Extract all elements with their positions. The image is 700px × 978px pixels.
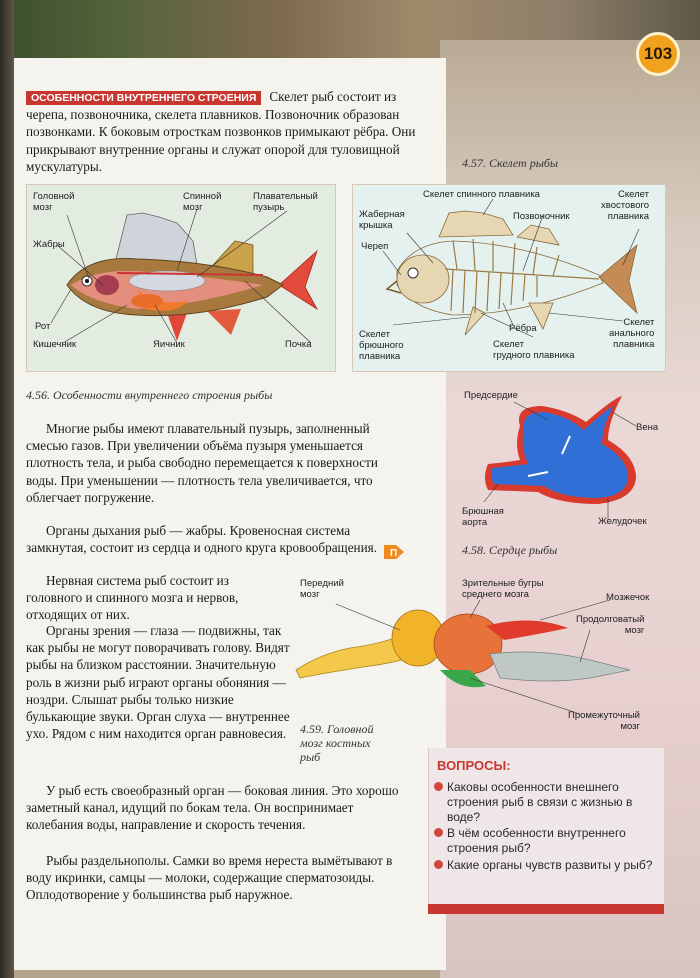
figure-fish-heart	[458, 386, 668, 536]
bullet-icon	[434, 782, 443, 791]
caption-fig-4-59: 4.59. Головной мозг костных рыб	[300, 722, 374, 764]
figure-fish-anatomy	[26, 184, 336, 372]
intro-text: Скелет рыб состоит из черепа, позвоночника, скелета плавников. Позвоночник образован позвонками. К боковым отросткам позвонков примыкают рёбра. Они прикрывают внутренние органы и служат опорой для туловищной мускулатуры.	[26, 89, 416, 175]
paragraph-sense-organs: Органы зрения — глаза — подвижны, так как рыбы не могут поворачивать голову. Видят рыбы на близком расстоянии. Значительную роль в жизни рыб играют органы обоняния — ноздри. Слышат рыбы только низкие булькающие звуки. Орган слуха — внутреннее ухо. Рядом с ним находится орган равновесия.	[26, 623, 290, 742]
page-number: 103	[636, 32, 680, 76]
paragraph-lateral-line: У рыб есть своеобразный орган — боковая линия. Это хорошо заметный канал, идущий по бокам тела. Он воспринимает колебания воды, направление и скорость течения.	[26, 783, 399, 833]
questions-bottom-bar	[428, 904, 664, 914]
label-anal-fin-skeleton: Скелет анального плавника	[609, 317, 655, 350]
label-dorsal-fin-skeleton: Скелет спинного плавника	[423, 189, 540, 200]
label-atrium: Предсердие	[464, 390, 518, 401]
questions-box	[428, 748, 664, 914]
label-skull: Череп	[361, 241, 389, 252]
label-diencephalon: Промежуточный мозг	[568, 710, 640, 732]
label-caudal-fin-skeleton: Скелет хвостового плавника	[601, 189, 650, 222]
caption-fig-4-56: 4.56. Особенности внутреннего строения рыбы	[26, 388, 273, 402]
question-item: Каковы особенности внешнего строения рыб в связи с жизнью в воде?	[447, 780, 659, 825]
label-mouth: Рот	[35, 321, 51, 332]
bullet-icon	[434, 828, 443, 837]
label-ventral-fin-skeleton: Скелет брюшного плавника	[359, 329, 404, 362]
label-gills: Жабры	[33, 239, 65, 250]
label-optic-lobes: Зрительные бугры среднего мозга	[462, 578, 544, 600]
label-forebrain: Передний мозг	[300, 578, 344, 600]
questions-title: ВОПРОСЫ:	[437, 758, 511, 773]
label-medulla: Продолговатый мозг	[576, 614, 645, 636]
question-item: Какие органы чувств развиты у рыб?	[447, 858, 659, 873]
section-heading: ОСОБЕННОСТИ ВНУТРЕННЕГО СТРОЕНИЯ	[26, 91, 261, 105]
paragraph-respiration: Органы дыхания рыб — жабры. Кровеносная система замкнутая, состоит из сердца и одного круга кровообращения.	[26, 523, 378, 556]
book-spine	[0, 0, 14, 978]
paragraph-nervous-system: Нервная система рыб состоит из головного и спинного мозга и нервов, отходящих от них.	[26, 573, 239, 623]
caption-fig-4-58: 4.58. Сердце рыбы	[462, 543, 558, 557]
question-item: В чём особенности внутреннего строения рыб?	[447, 826, 659, 856]
label-ventral-aorta: Брюшная аорта	[462, 506, 504, 528]
bullet-icon	[434, 860, 443, 869]
label-brain: Головной мозг	[33, 191, 75, 213]
figure-fish-brain	[290, 574, 670, 734]
label-ribs: Рёбра	[509, 323, 537, 334]
arrow-reference-icon	[382, 541, 406, 563]
paragraph-swim-bladder: Многие рыбы имеют плавательный пузырь, заполненный смесью газов. При увеличении объёма пузыря уменьшается плотность тела, и рыба свободно перемещается к поверхности воды. При уменьшении — плотность тела увеличивается, что облегчает погружение.	[26, 421, 378, 505]
caption-fig-4-57: 4.57. Скелет рыбы	[462, 156, 558, 170]
label-ventricle: Желудочек	[598, 516, 647, 527]
paragraph-reproduction: Рыбы раздельнополы. Самки во время нереста вымётывают в воду икринки, самцы — молоки, содержащие сперматозоиды. Оплодотворение у большинства рыб наружное.	[26, 853, 393, 903]
label-spinal-cord: Спинной мозг	[183, 191, 222, 213]
figure-fish-skeleton	[352, 184, 666, 372]
label-spine: Позвоночник	[513, 211, 570, 222]
label-swim-bladder: Плавательный пузырь	[253, 191, 318, 213]
label-intestine: Кишечник	[33, 339, 77, 350]
label-kidney: Почка	[285, 339, 312, 350]
label-cerebellum: Мозжечок	[606, 592, 650, 603]
label-vein: Вена	[636, 422, 659, 433]
label-operculum: Жаберная крышка	[359, 209, 405, 231]
svg-text:П: П	[390, 548, 398, 559]
label-pectoral-fin-skeleton: Скелет грудного плавника	[493, 339, 575, 361]
label-ovary: Яичник	[153, 339, 185, 350]
intro-paragraph	[26, 88, 438, 176]
